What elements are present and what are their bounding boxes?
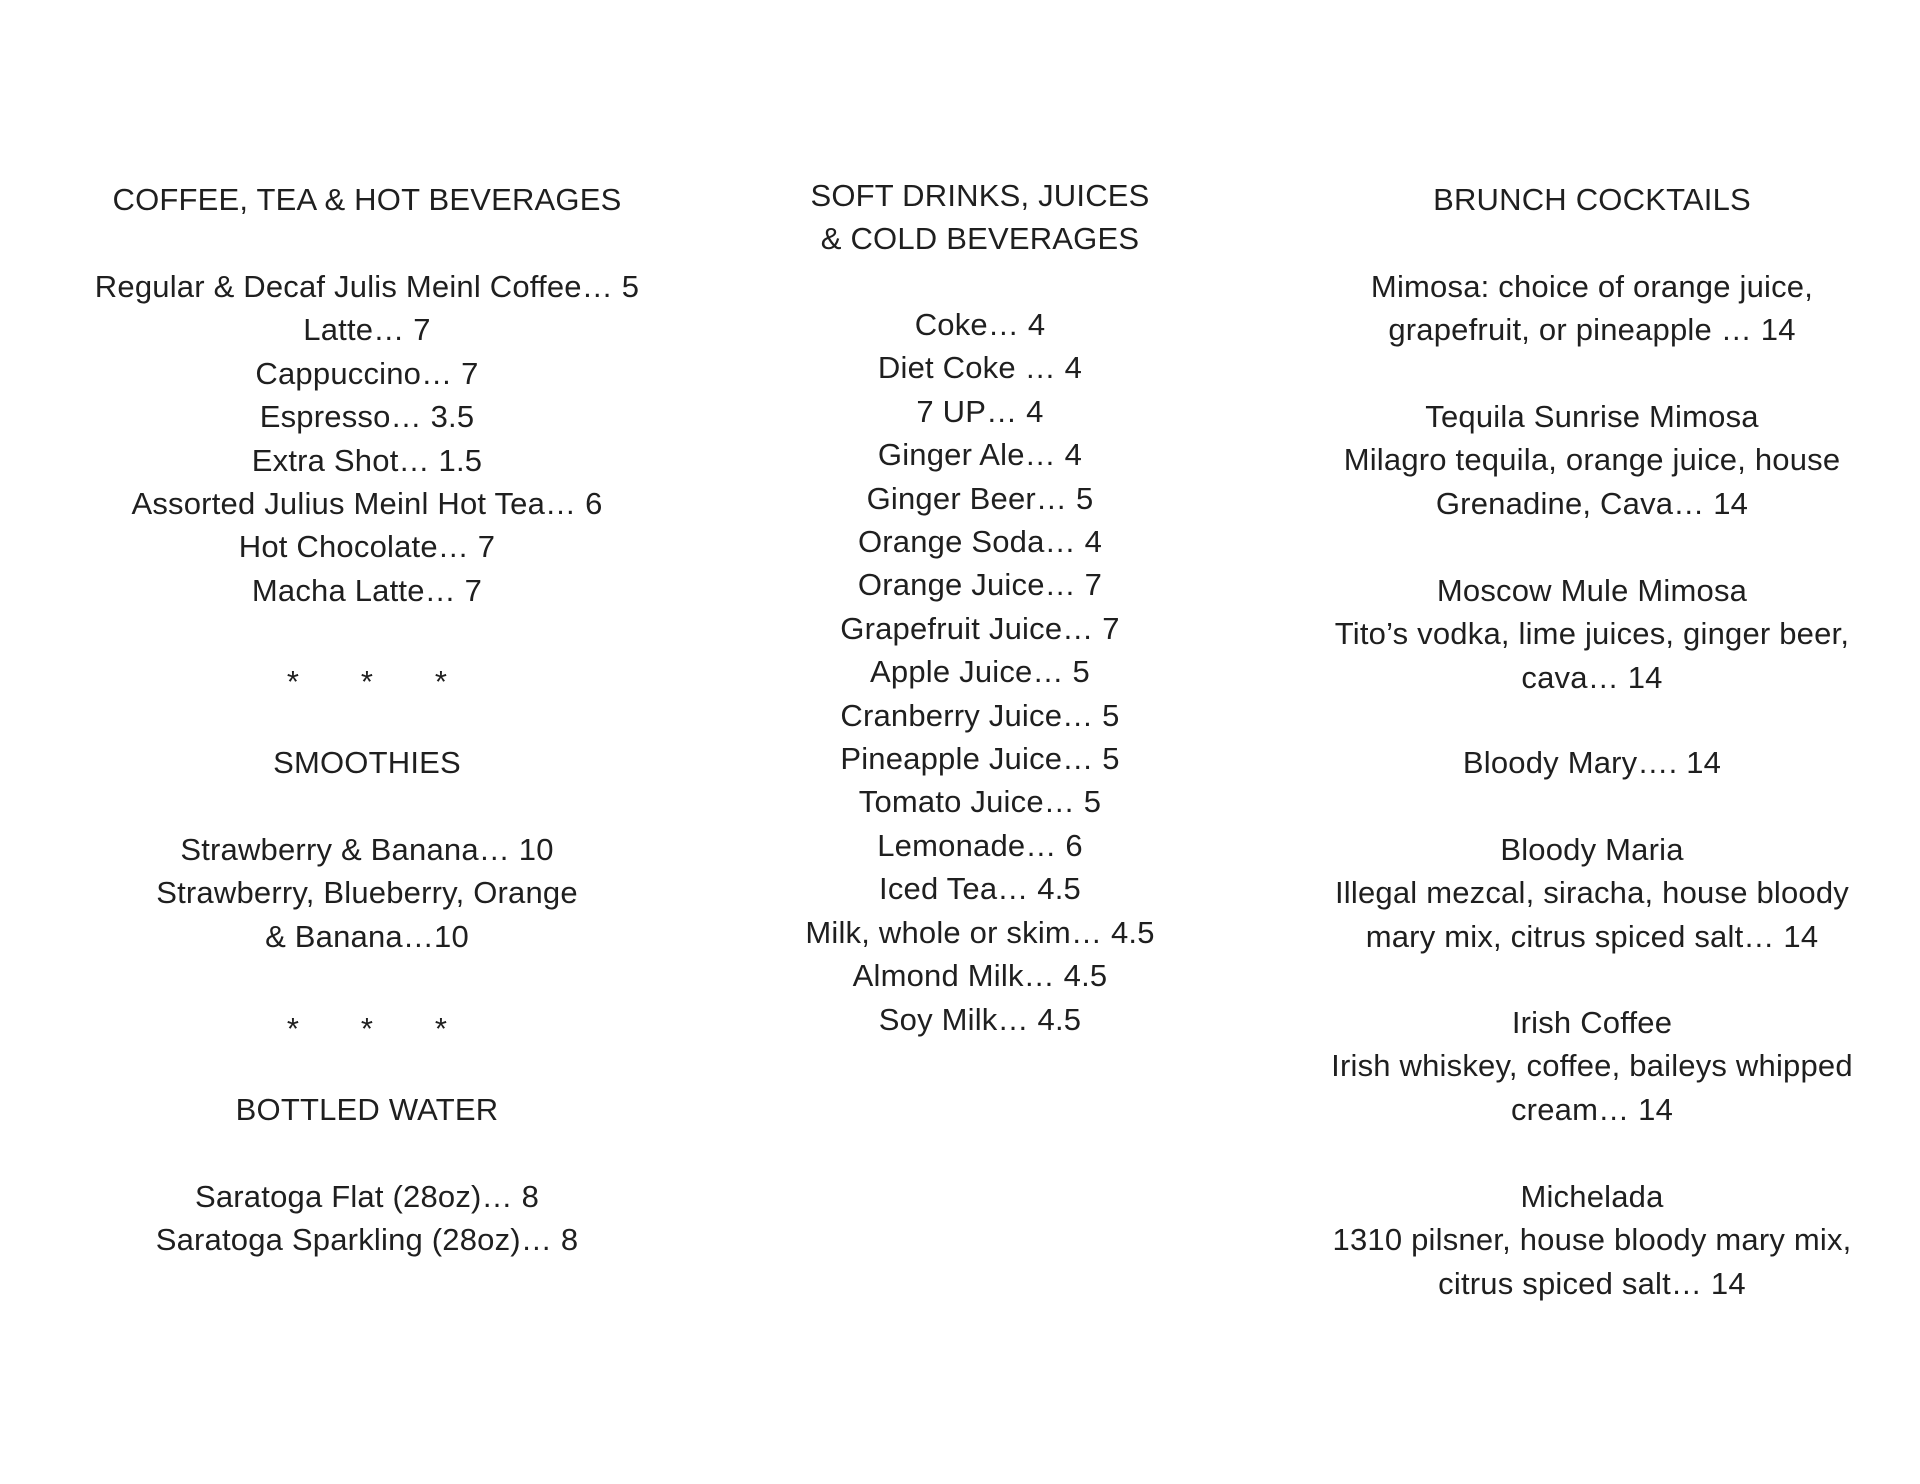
cocktail-line: Irish whiskey, coffee, baileys whipped xyxy=(1331,1048,1853,1084)
menu-item: Almond Milk… 4.5 xyxy=(852,958,1108,994)
menu-item: Lemonade… 6 xyxy=(877,827,1083,863)
menu-item: Soy Milk… 4.5 xyxy=(878,1001,1082,1037)
section-title-line: SOFT DRINKS, JUICES xyxy=(810,178,1150,213)
menu-item: Tomato Juice… 5 xyxy=(858,784,1102,820)
section-title-soft-drinks xyxy=(690,174,1270,261)
menu-item: Saratoga Flat (28oz)… 8 xyxy=(194,1179,540,1214)
cocktail-bloody-mary xyxy=(1302,741,1882,784)
cocktail-name: Tequila Sunrise Mimosa xyxy=(1425,399,1759,434)
coffee-list xyxy=(77,265,657,612)
cocktail-name: Bloody Maria xyxy=(1500,832,1684,867)
cocktail-line: cava… 14 xyxy=(1521,659,1663,695)
cocktail-tequila-sunrise xyxy=(1302,395,1882,525)
menu-item: Ginger Beer… 5 xyxy=(866,480,1094,516)
cocktail-line: cream… 14 xyxy=(1510,1091,1674,1127)
cocktail-line: mary mix, citrus spiced salt… 14 xyxy=(1365,918,1819,954)
menu-item: Orange Juice… 7 xyxy=(857,567,1103,603)
section-title-cocktails: BRUNCH COCKTAILS xyxy=(1433,182,1751,217)
smoothies-list xyxy=(77,828,657,958)
menu-item: Latte… 7 xyxy=(303,312,431,348)
menu-item: Assorted Julius Meinl Hot Tea… 6 xyxy=(131,486,603,522)
menu-item: Regular & Decaf Julis Meinl Coffee… 5 xyxy=(94,269,640,304)
menu-item: Extra Shot… 1.5 xyxy=(251,442,483,478)
section-separator: * * * xyxy=(286,664,448,699)
cocktail-moscow-mule xyxy=(1302,569,1882,699)
menu-item: Iced Tea… 4.5 xyxy=(879,871,1081,907)
cocktail-line: 1310 pilsner, house bloody mary mix, xyxy=(1332,1222,1852,1258)
cocktail-name: Moscow Mule Mimosa xyxy=(1436,573,1748,608)
cocktail-line: citrus spiced salt… 14 xyxy=(1438,1265,1746,1301)
cocktail-line: Milagro tequila, orange juice, house xyxy=(1343,442,1841,478)
section-title-smoothies: SMOOTHIES xyxy=(273,745,461,780)
menu-item: Coke… 4 xyxy=(914,307,1046,342)
menu-item: & Banana…10 xyxy=(265,918,469,954)
menu-item: Espresso… 3.5 xyxy=(259,399,475,435)
menu-item: Pineapple Juice… 5 xyxy=(840,741,1120,777)
cocktail-line: grapefruit, or pineapple … 14 xyxy=(1388,312,1796,348)
cocktail-line: Tito’s vodka, lime juices, ginger beer, xyxy=(1334,616,1850,652)
menu-item: Apple Juice… 5 xyxy=(870,654,1090,690)
menu-item: Milk, whole or skim… 4.5 xyxy=(805,914,1155,950)
menu-item: Orange Soda… 4 xyxy=(857,524,1103,560)
cocktail-line: Mimosa: choice of orange juice, xyxy=(1370,269,1814,304)
cocktail-name: Michelada xyxy=(1520,1179,1664,1214)
cocktail-bloody-maria xyxy=(1302,828,1882,958)
menu-item: 7 UP… 4 xyxy=(916,393,1044,429)
cocktail-mimosa xyxy=(1302,265,1882,352)
menu-item: Strawberry & Banana… 10 xyxy=(180,832,554,867)
section-separator: * * * xyxy=(286,1011,448,1046)
cocktail-line: Illegal mezcal, siracha, house bloody xyxy=(1334,875,1849,911)
cocktail-michelada xyxy=(1302,1175,1882,1305)
section-title-coffee: COFFEE, TEA & HOT BEVERAGES xyxy=(112,182,622,217)
water-list xyxy=(77,1175,657,1262)
menu-item: Ginger Ale… 4 xyxy=(877,437,1083,473)
cocktail-name: Irish Coffee xyxy=(1511,1005,1673,1040)
menu-item: Strawberry, Blueberry, Orange xyxy=(156,875,578,911)
menu-item: Saratoga Sparkling (28oz)… 8 xyxy=(155,1222,579,1258)
cocktail-irish-coffee xyxy=(1302,1001,1882,1131)
cocktail-line: Grenadine, Cava… 14 xyxy=(1435,485,1749,521)
menu-item: Grapefruit Juice… 7 xyxy=(840,610,1120,646)
menu-item: Cappuccino… 7 xyxy=(255,355,479,391)
menu-item: Cranberry Juice… 5 xyxy=(840,697,1120,733)
section-title-line: & COLD BEVERAGES xyxy=(820,221,1140,257)
menu-item: Diet Coke … 4 xyxy=(877,350,1083,386)
menu-item: Macha Latte… 7 xyxy=(251,572,483,608)
cocktail-name: Bloody Mary…. 14 xyxy=(1462,745,1722,780)
soft-drinks-list xyxy=(690,303,1270,1041)
section-title-water: BOTTLED WATER xyxy=(235,1092,499,1127)
menu-item: Hot Chocolate… 7 xyxy=(238,529,496,565)
